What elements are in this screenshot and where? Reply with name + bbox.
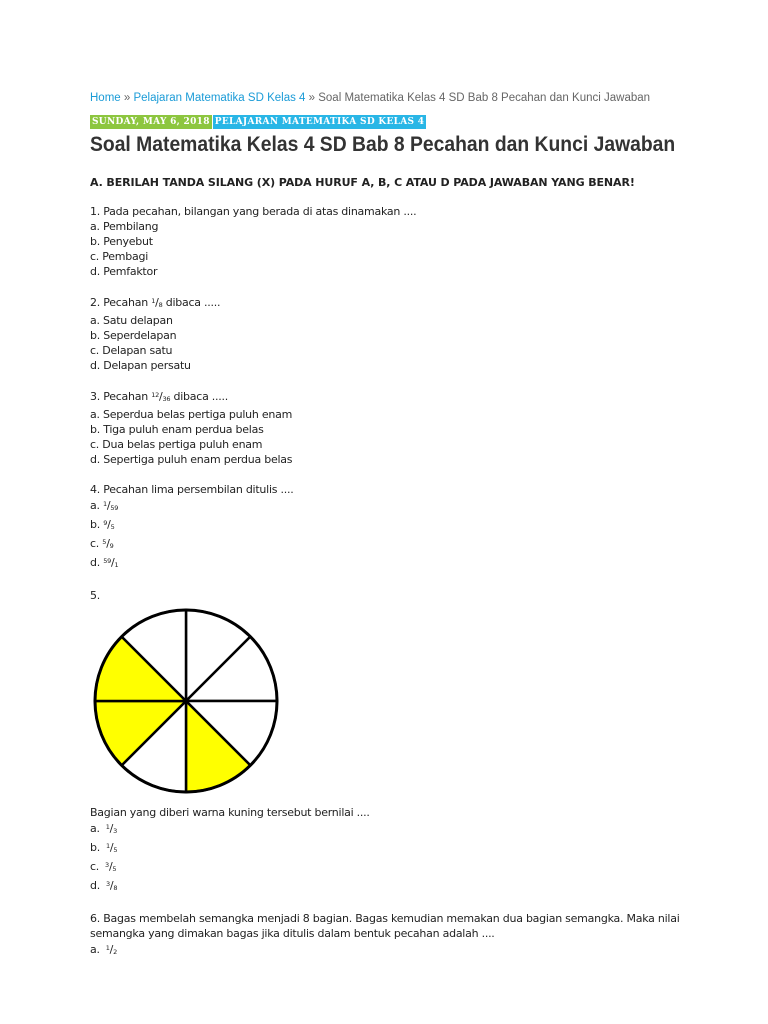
breadcrumb-home-link[interactable]: Home — [90, 92, 121, 104]
option: b. $^9$/5 — [90, 518, 115, 531]
fraction-denominator: 59 — [110, 504, 119, 512]
question-6 — [90, 911, 730, 960]
question-3 — [90, 388, 730, 467]
option: c. Pembagi — [90, 250, 149, 263]
option: b. Penyebut — [90, 235, 153, 248]
fraction-denominator: 1 — [114, 561, 119, 569]
option: c. $^5$/9 — [90, 537, 114, 550]
fraction-denominator: 8 — [158, 301, 163, 309]
option-letter: d. — [90, 556, 100, 569]
question-2 — [90, 294, 730, 373]
fraction-denominator: 36 — [162, 395, 171, 403]
option-letter: b. — [90, 518, 100, 531]
fraction-denominator: 5 — [112, 865, 117, 873]
question-1 — [90, 204, 730, 279]
option: a. $^1$/2 — [90, 943, 117, 956]
option-letter: a. — [90, 499, 100, 512]
fraction-numerator: 1 — [103, 500, 107, 508]
breadcrumb-current: Soal Matematika Kelas 4 SD Bab 8 Pecahan dan Kunci Jawaban — [318, 92, 651, 104]
post-date: SUNDAY, MAY 6, 2018 — [92, 117, 210, 127]
question-5 — [90, 588, 730, 896]
fraction-denominator: 5 — [113, 846, 118, 854]
fraction-numerator: 5 — [102, 538, 107, 546]
question-text: 4. Pecahan lima persembilan ditulis .... — [90, 483, 294, 496]
option: c. Dua belas pertiga puluh enam — [90, 438, 263, 451]
post-content — [90, 175, 730, 975]
fraction-denominator: 5 — [110, 523, 115, 531]
option: d. $^3$/8 — [90, 879, 118, 892]
fraction-denominator: 2 — [113, 948, 117, 956]
fraction-numerator: 1 — [105, 944, 110, 952]
fraction-numerator: 9 — [103, 519, 108, 527]
instruction: A. BERILAH TANDA SILANG (X) PADA HURUF A, B, C ATAU D PADA JAWABAN YANG BENAR! — [90, 176, 635, 189]
fraction-denominator: 8 — [113, 884, 118, 892]
question-text: 3. Pecahan $^{12}$/36 dibaca ..... — [90, 390, 229, 403]
question-prefix: 3. Pecahan — [90, 390, 152, 403]
post-meta — [90, 115, 426, 129]
option: d. $^{59}$/1 — [90, 556, 119, 569]
option-letter: c. — [90, 860, 100, 873]
fraction-numerator: 1 — [105, 823, 110, 831]
option: d. Pemfaktor — [90, 265, 158, 278]
option: c. Delapan satu — [90, 344, 173, 357]
breadcrumb-separator: » — [305, 92, 319, 104]
option: a. Pembilang — [90, 220, 159, 233]
question-text: 1. Pada pecahan, bilangan yang berada di atas dinamakan .... — [90, 205, 417, 218]
fraction-numerator: 3 — [105, 861, 109, 869]
question-prefix: 2. Pecahan — [90, 296, 152, 309]
fraction-denominator: 9 — [109, 542, 114, 550]
fraction-numerator: 1 — [151, 297, 156, 305]
option: d. Delapan persatu — [90, 359, 191, 372]
question-text: 6. Bagas membelah semangka menjadi 8 bagian. Bagas kemudian memakan dua bagian semangka. Maka nilai semangka yang dimakan bagas jika ditulis dalam bentuk pecahan adalah .... — [90, 912, 680, 940]
option: b. $^1$/5 — [90, 841, 118, 854]
option-letter: a. — [90, 822, 100, 835]
question-4 — [90, 482, 730, 573]
question-suffix: dibaca ..... — [170, 390, 229, 403]
breadcrumb — [90, 92, 650, 104]
fraction-numerator: 1 — [105, 842, 110, 850]
option: b. Tiga puluh enam perdua belas — [90, 423, 264, 436]
fraction-numerator: 12 — [151, 391, 160, 399]
question-number: 5. — [90, 589, 100, 602]
option-letter: a. — [90, 943, 100, 956]
fraction-denominator: 3 — [113, 827, 117, 835]
option: d. Sepertiga puluh enam perdua belas — [90, 453, 293, 466]
option-letter: d. — [90, 879, 100, 892]
breadcrumb-category-link[interactable]: Pelajaran Matematika SD Kelas 4 — [133, 92, 306, 104]
question-suffix: dibaca ..... — [162, 296, 221, 309]
fraction-numerator: 3 — [105, 880, 110, 888]
breadcrumb-separator: » — [120, 92, 134, 104]
option: c. $^3$/5 — [90, 860, 117, 873]
option: a. $^1$/59 — [90, 499, 119, 512]
fraction-numerator: 59 — [103, 557, 112, 565]
pie-diagram — [92, 607, 280, 795]
page-title: Soal Matematika Kelas 4 SD Bab 8 Pecahan dan Kunci Jawaban — [90, 133, 676, 156]
option-letter: b. — [90, 841, 100, 854]
option: a. Satu delapan — [90, 314, 173, 327]
question-text: 2. Pecahan $^1$/8 dibaca ..... — [90, 296, 221, 309]
option: a. $^1$/3 — [90, 822, 117, 835]
question-text: Bagian yang diberi warna kuning tersebut bernilai .... — [90, 806, 370, 819]
post-label-link[interactable]: PELAJARAN MATEMATIKA SD KELAS 4 — [214, 117, 425, 127]
option-letter: c. — [90, 537, 100, 550]
option: a. Seperdua belas pertiga puluh enam — [90, 408, 293, 421]
option: b. Seperdelapan — [90, 329, 177, 342]
